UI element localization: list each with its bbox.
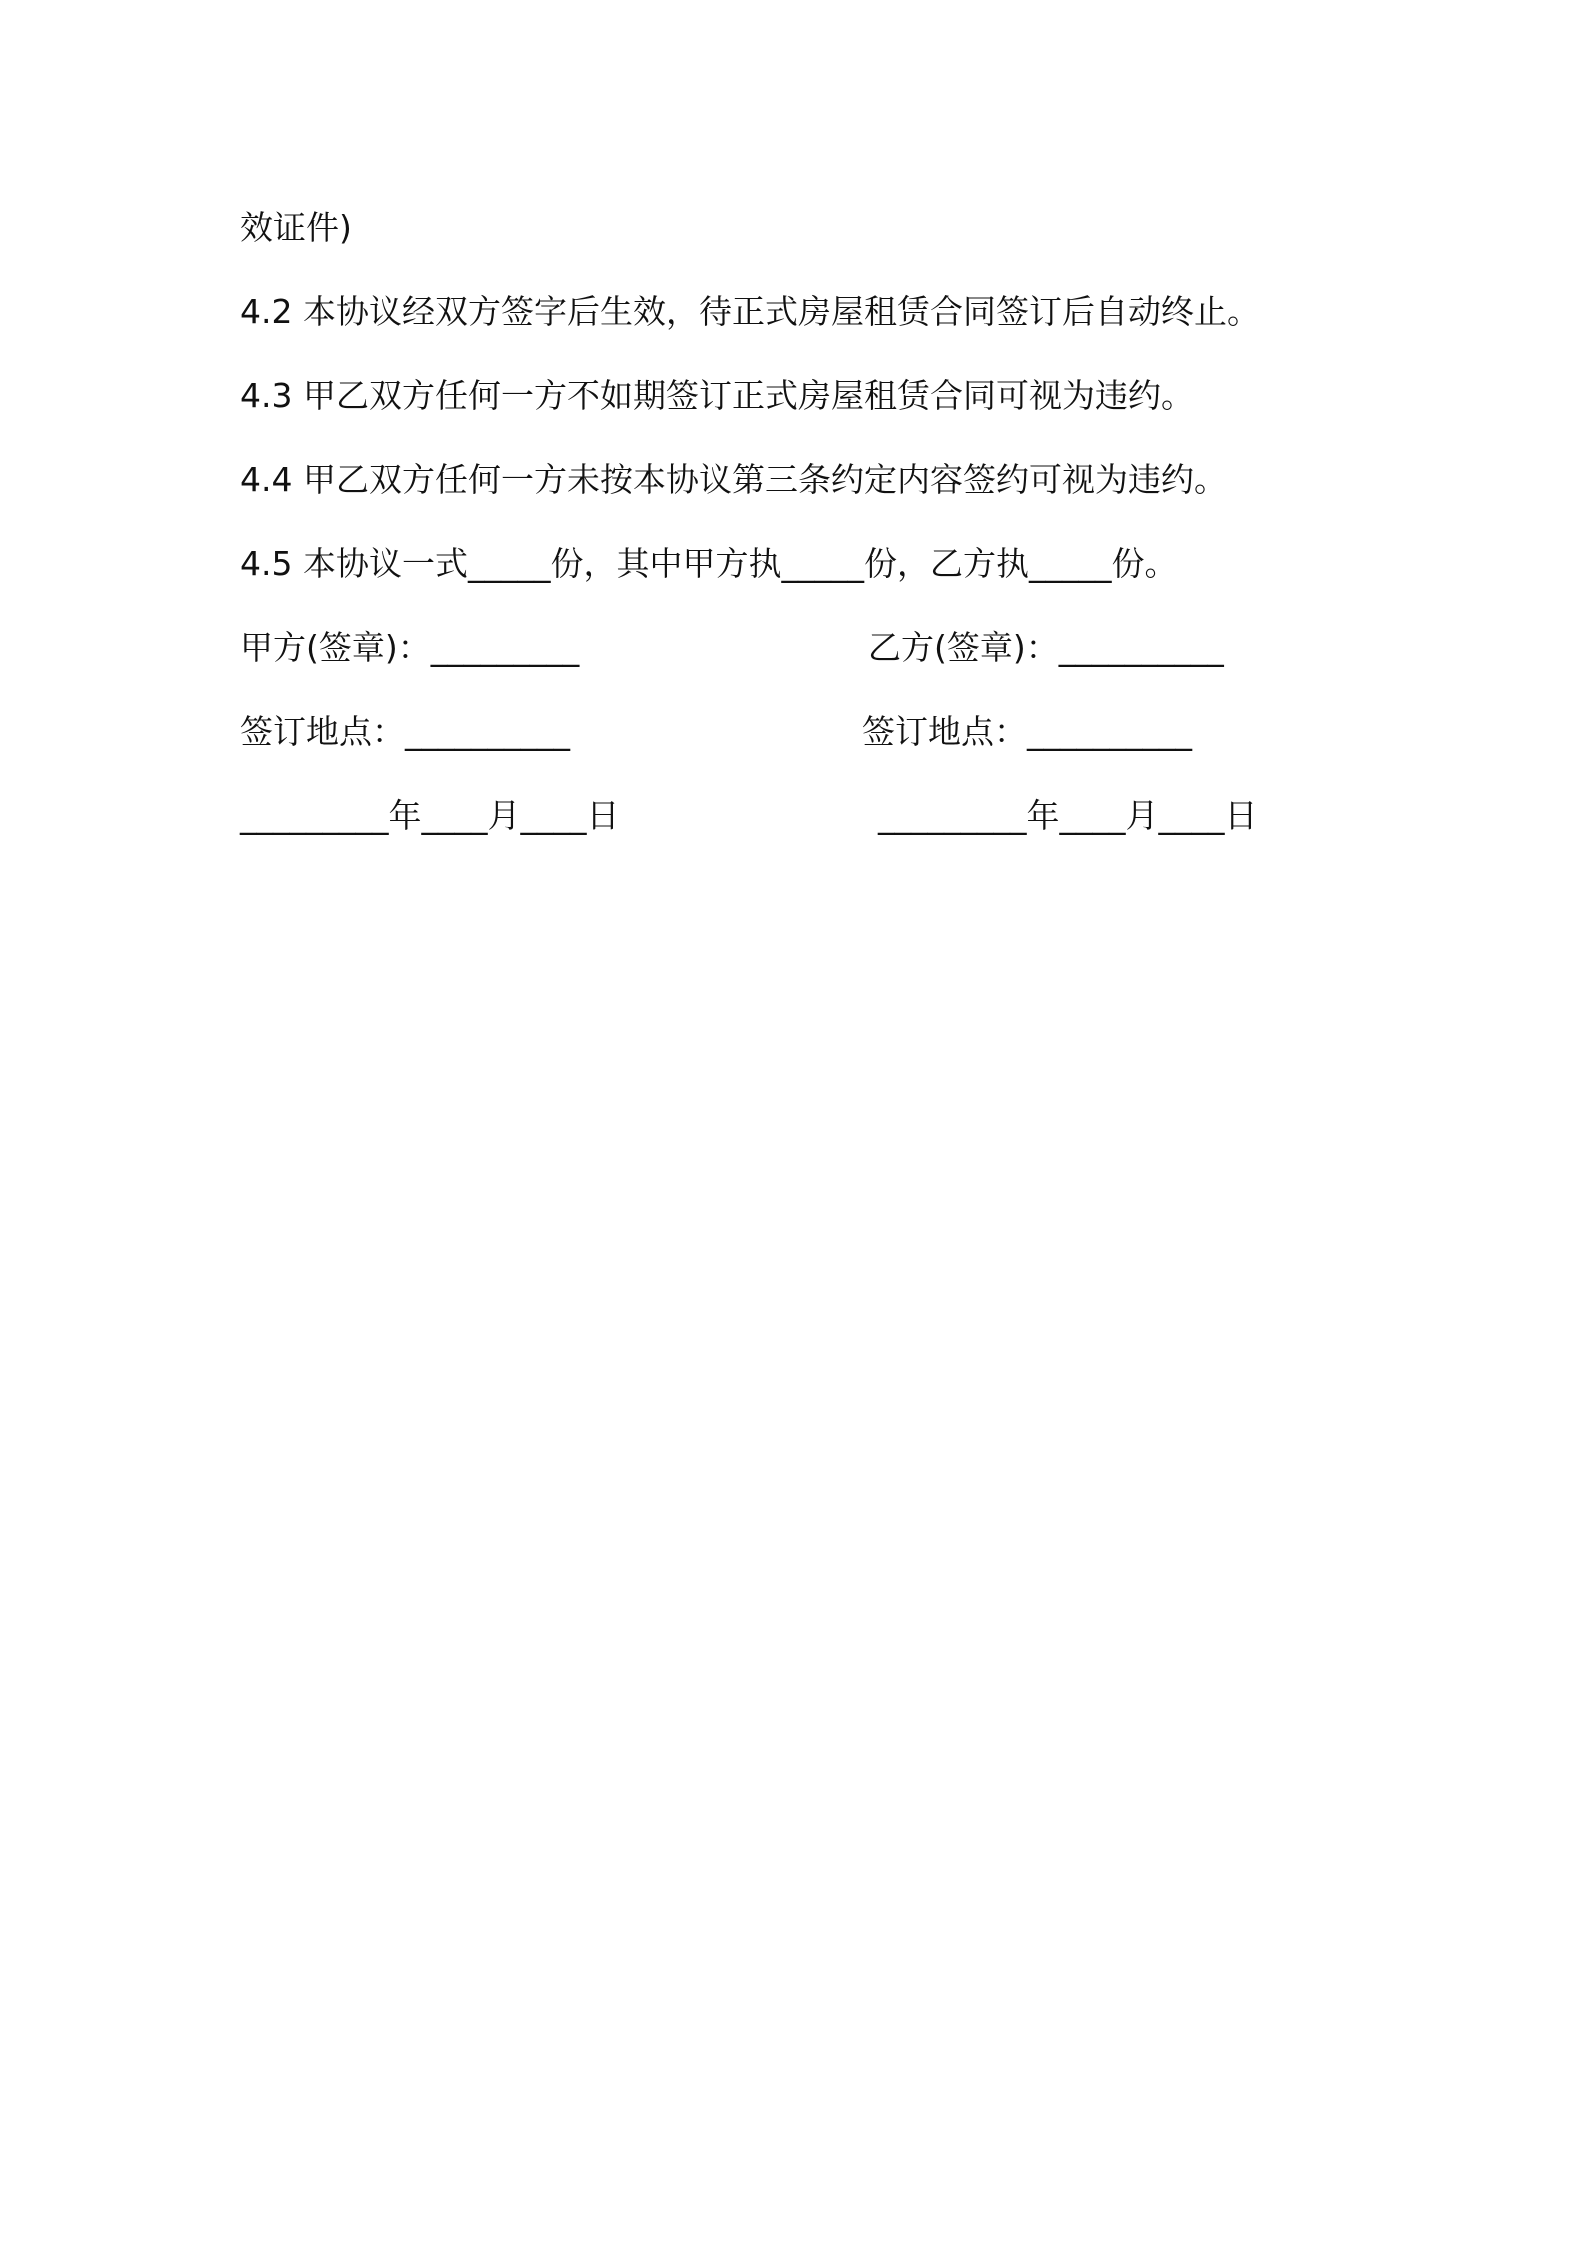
party-b-signature-line: 乙方(签章)：__________	[868, 628, 1224, 667]
party-a-date-line: _________年____月____日	[240, 796, 620, 835]
clause-continuation: 效证件)	[240, 208, 352, 247]
clause-4-3: 4.3 甲乙双方任何一方不如期签订正式房屋租赁合同可视为违约。	[240, 376, 1194, 415]
party-b-place-line: 签订地点：__________	[862, 712, 1192, 751]
clause-4-4: 4.4 甲乙双方任何一方未按本协议第三条约定内容签约可视为违约。	[240, 460, 1227, 499]
party-a-place-line: 签订地点：__________	[240, 712, 570, 751]
clause-4-5: 4.5 本协议一式_____份，其中甲方执_____份，乙方执_____份。	[240, 544, 1178, 583]
party-a-signature-line: 甲方(签章)：_________	[240, 628, 580, 667]
clause-4-2: 4.2 本协议经双方签字后生效，待正式房屋租赁合同签订后自动终止。	[240, 292, 1260, 331]
party-b-date-line: _________年____月____日	[878, 796, 1258, 835]
